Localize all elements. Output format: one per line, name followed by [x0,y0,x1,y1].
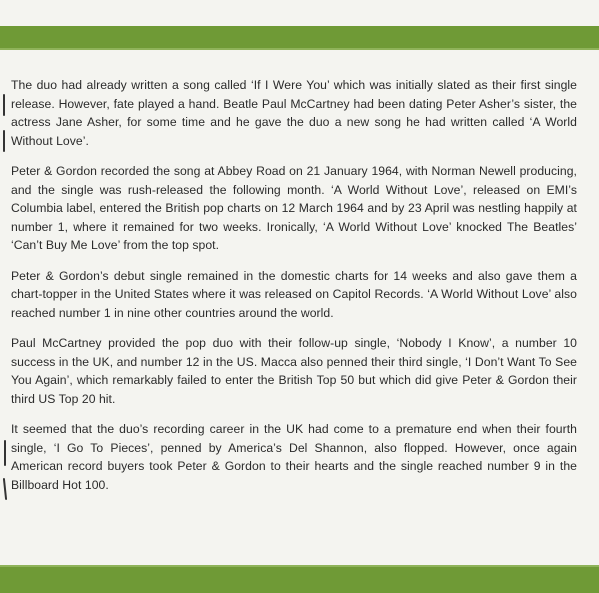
margin-mark [3,94,5,116]
paragraph-4: Paul McCartney provided the pop duo with their follow-up single, ‘Nobody I Know’, a number 10 success in the UK, and number 12 in the US. Macca also penned their third single, ‘I Don’t Want To See You Again’, which remarkably failed to enter the British Top 50 but which did give Peter & Gordon their third US Top 20 hit. [11,336,577,406]
margin-mark [3,130,5,152]
margin-mark [4,440,6,466]
margin-mark [3,478,7,500]
paragraph-1: The duo had already written a song called ‘If I Were You’ which was initially slated as their first single release. However, fate played a hand. Beatle Paul McCartney had been dating Peter Asher’s sister, the actress Jane Asher, for some time and he gave the duo a new song he had written called ‘A World Without Love’. [11,78,577,148]
paragraph-5: It seemed that the duo’s recording career in the UK had come to a premature end when their fourth single, ‘I Go To Pieces’, penned by America’s Del Shannon, also flopped. However, once again American record buyers took Peter & Gordon to their hearts and the single reached number 9 in the Billboard Hot 100. [11,422,577,492]
paragraph-2: Peter & Gordon recorded the song at Abbey Road on 21 January 1964, with Norman Newell producing, and the single was rush-released the following month. ‘A World Without Love’, released on EMI’s Columbia label, entered the British pop charts on 12 March 1964 and by 23 April was nestling happily at number 1, where it remained for two weeks. Ironically, ‘A World Without Love’ knocked The Beatles’ ‘Can’t Buy Me Love’ from the top spot. [11,164,577,252]
top-green-band [0,26,599,48]
bottom-green-band [0,567,599,593]
paragraph-3: Peter & Gordon’s debut single remained in the domestic charts for 14 weeks and also gave them a chart-topper in the United States where it was released on Capitol Records. ‘A World Without Love’ also reached number 1 in nine other countries around the world. [11,268,577,320]
booklet-text-column [11,76,577,506]
